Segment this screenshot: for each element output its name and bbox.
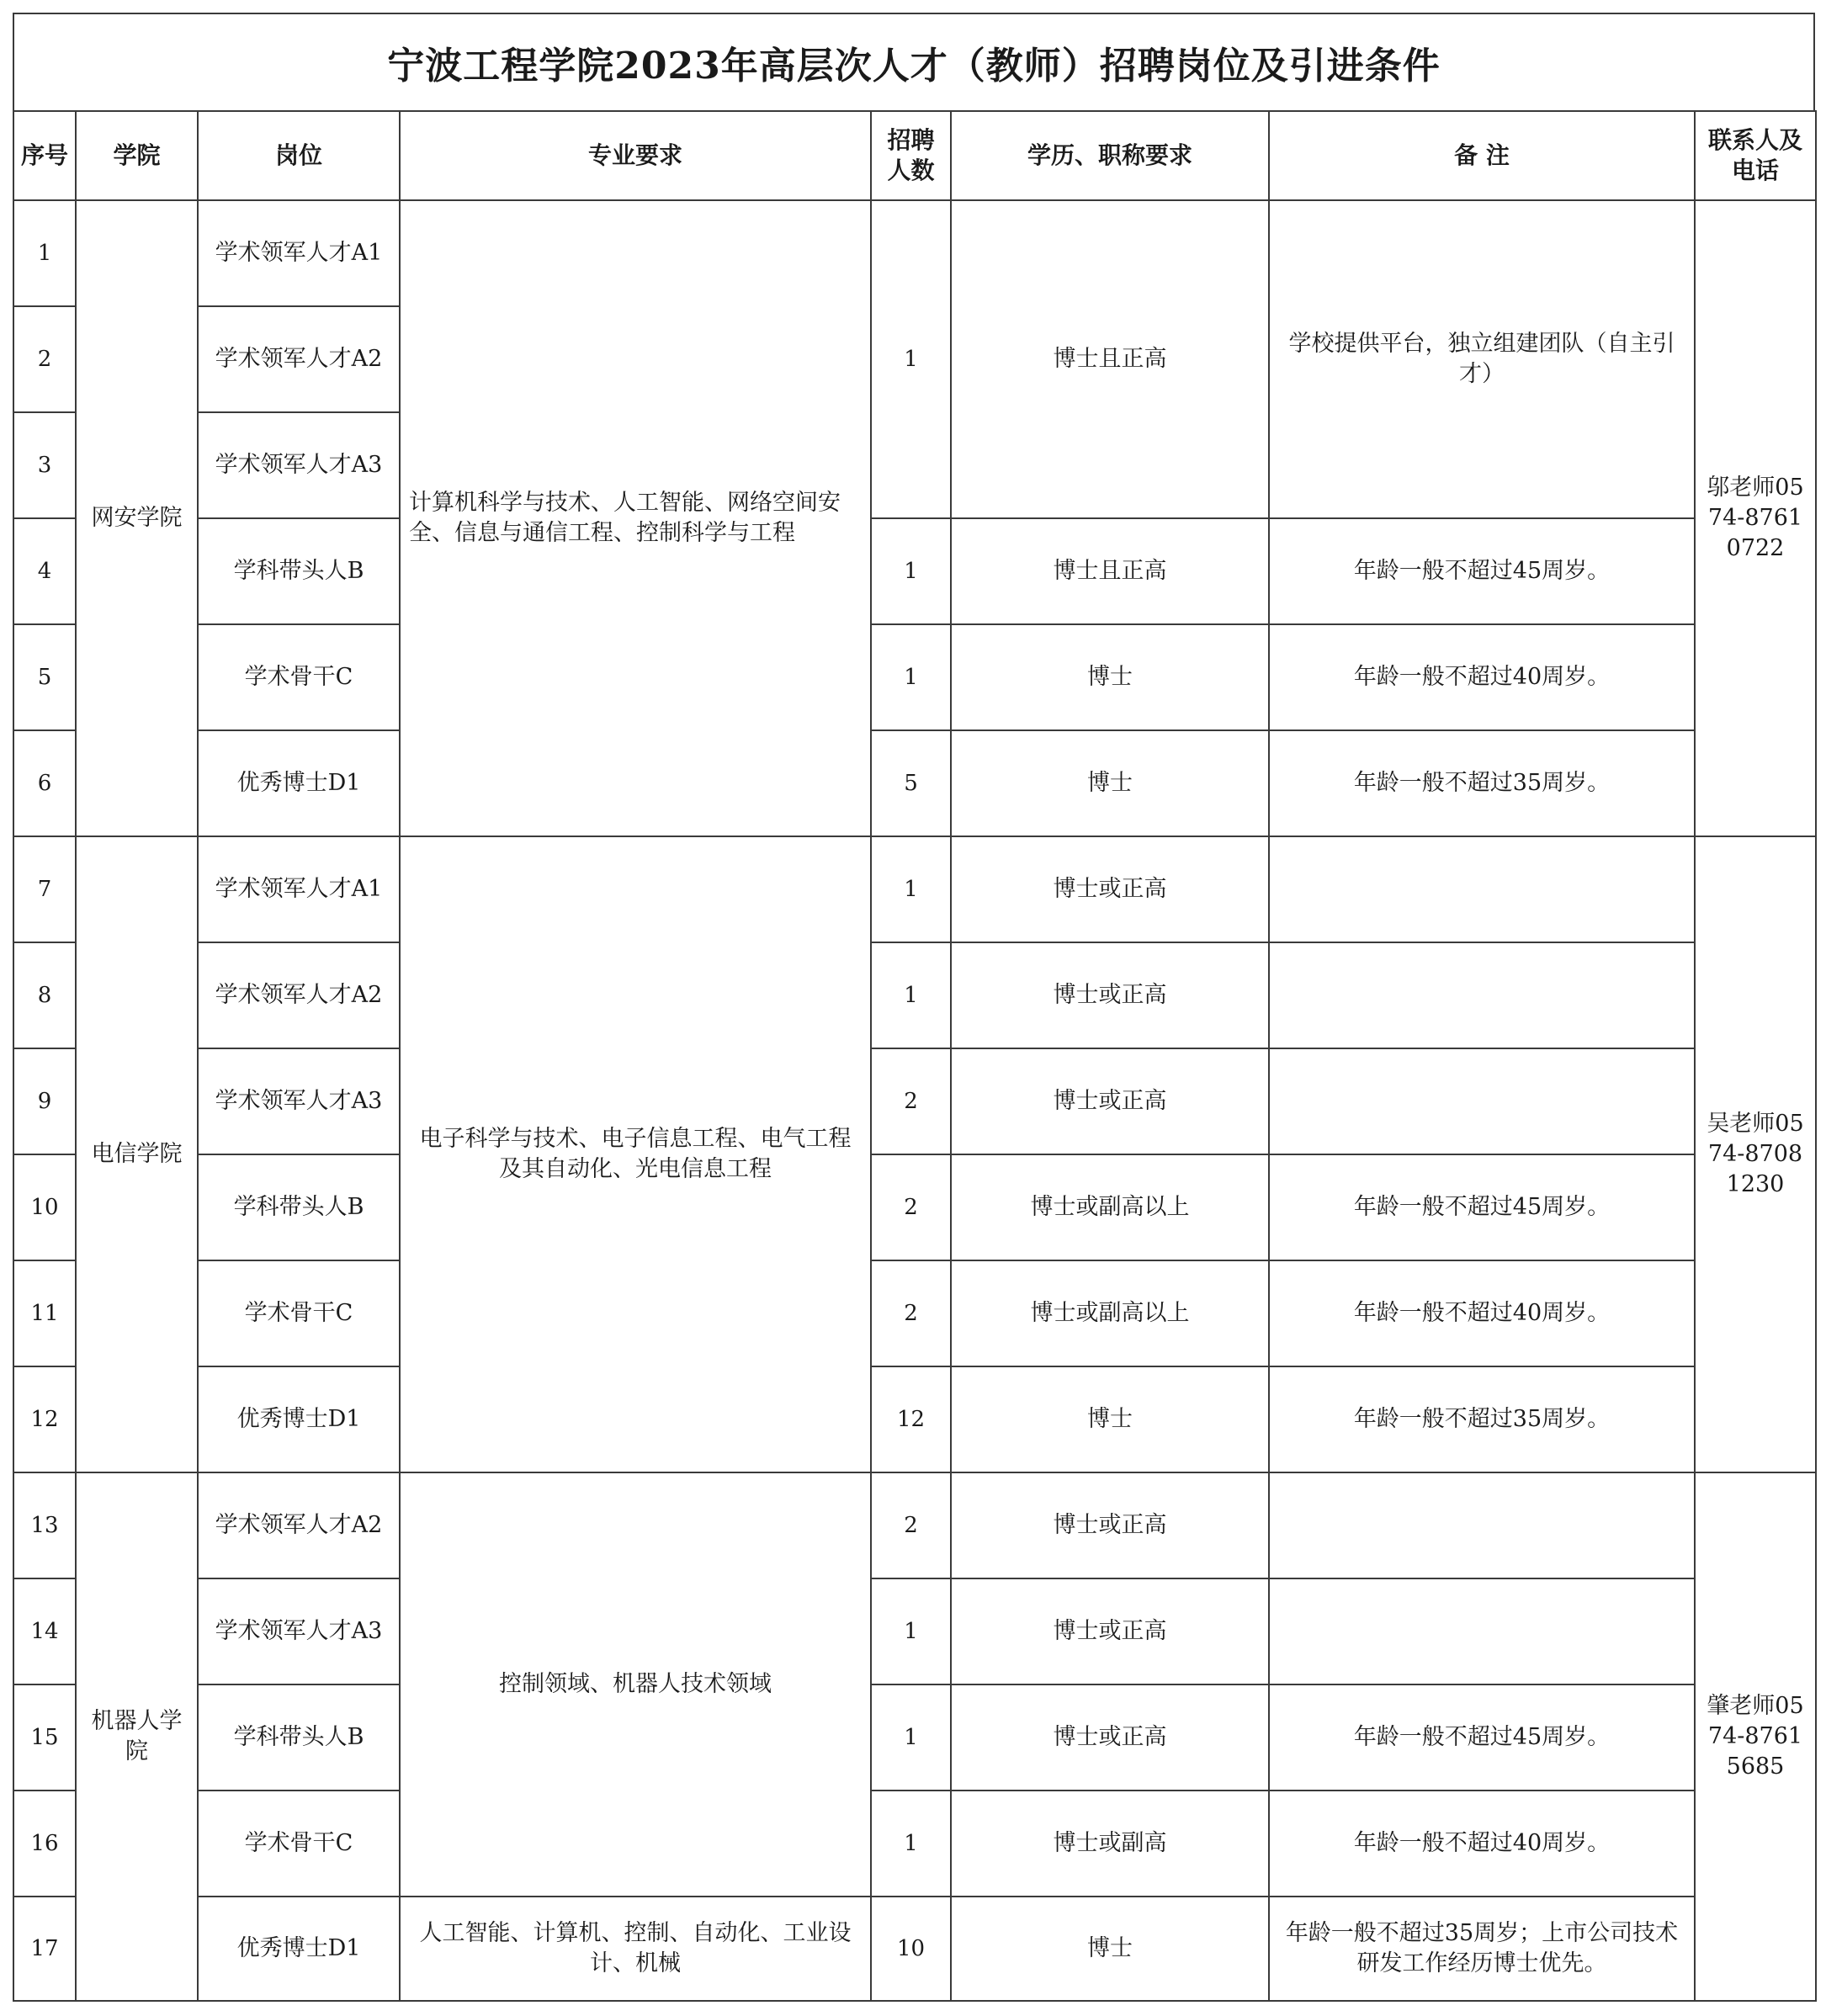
- degree-cell: 博士或副高: [951, 1791, 1269, 1897]
- count-cell: 12: [871, 1366, 951, 1472]
- degree-cell: 博士或正高: [951, 1684, 1269, 1791]
- contact-cell: 吴老师0574-87081230: [1695, 836, 1816, 1472]
- table-row: [13, 1048, 1816, 1154]
- position-cell: 学术领军人才A2: [198, 942, 400, 1048]
- remark-cell: 年龄一般不超过35周岁；上市公司技术研发工作经历博士优先。: [1269, 1897, 1695, 2001]
- row-index: 15: [13, 1684, 76, 1791]
- row-index: 12: [13, 1366, 76, 1472]
- position-cell: 优秀博士D1: [198, 1897, 400, 2001]
- position-cell: 学术领军人才A2: [198, 1472, 400, 1578]
- position-cell: 学术领军人才A3: [198, 1048, 400, 1154]
- count-cell: 1: [871, 200, 951, 518]
- row-index: 4: [13, 518, 76, 624]
- remark-cell: 年龄一般不超过35周岁。: [1269, 730, 1695, 836]
- remark-cell: [1269, 836, 1695, 942]
- position-cell: 学术骨干C: [198, 624, 400, 730]
- degree-cell: 博士或正高: [951, 1578, 1269, 1684]
- header-position: 岗位: [198, 111, 400, 200]
- row-index: 1: [13, 200, 76, 306]
- remark-cell: 年龄一般不超过40周岁。: [1269, 1260, 1695, 1366]
- header-index: 序号: [13, 111, 76, 200]
- row-index: 11: [13, 1260, 76, 1366]
- count-cell: 1: [871, 836, 951, 942]
- remark-cell: 年龄一般不超过40周岁。: [1269, 624, 1695, 730]
- remark-cell: [1269, 1578, 1695, 1684]
- contact-cell: 肇老师0574-87615685: [1695, 1472, 1816, 2001]
- degree-cell: 博士或副高以上: [951, 1260, 1269, 1366]
- table-row: [13, 624, 1816, 730]
- position-cell: 学术领军人才A1: [198, 200, 400, 306]
- row-index: 5: [13, 624, 76, 730]
- row-index: 3: [13, 412, 76, 518]
- degree-cell: 博士或正高: [951, 942, 1269, 1048]
- row-index: 13: [13, 1472, 76, 1578]
- degree-cell: 博士或正高: [951, 1472, 1269, 1578]
- major-cell: 计算机科学与技术、人工智能、网络空间安全、信息与通信工程、控制科学与工程: [400, 200, 871, 836]
- table-header-row: [13, 111, 1816, 200]
- degree-cell: 博士: [951, 624, 1269, 730]
- count-cell: 5: [871, 730, 951, 836]
- page-title: 宁波工程学院2023年高层次人才（教师）招聘岗位及引进条件: [13, 13, 1815, 110]
- row-index: 14: [13, 1578, 76, 1684]
- table-row: [13, 1472, 1816, 1578]
- position-cell: 学科带头人B: [198, 518, 400, 624]
- row-index: 17: [13, 1897, 76, 2001]
- position-cell: 学术领军人才A1: [198, 836, 400, 942]
- remark-cell: [1269, 942, 1695, 1048]
- count-cell: 1: [871, 624, 951, 730]
- degree-cell: 博士: [951, 1897, 1269, 2001]
- row-index: 10: [13, 1154, 76, 1260]
- table-row: [13, 1578, 1816, 1684]
- row-index: 8: [13, 942, 76, 1048]
- header-contact: 联系人及电话: [1695, 111, 1816, 200]
- header-major: 专业要求: [400, 111, 871, 200]
- table-row: [13, 1260, 1816, 1366]
- count-cell: 1: [871, 1684, 951, 1791]
- remark-cell: 年龄一般不超过45周岁。: [1269, 1154, 1695, 1260]
- count-cell: 2: [871, 1154, 951, 1260]
- row-index: 9: [13, 1048, 76, 1154]
- position-cell: 学科带头人B: [198, 1684, 400, 1791]
- count-cell: 1: [871, 1791, 951, 1897]
- table-row: [13, 1791, 1816, 1897]
- degree-cell: 博士且正高: [951, 200, 1269, 518]
- recruitment-sheet: [13, 13, 1815, 2002]
- table-row: [13, 942, 1816, 1048]
- count-cell: 1: [871, 1578, 951, 1684]
- remark-cell: 年龄一般不超过35周岁。: [1269, 1366, 1695, 1472]
- degree-cell: 博士或副高以上: [951, 1154, 1269, 1260]
- remark-cell: [1269, 1472, 1695, 1578]
- header-degree: 学历、职称要求: [951, 111, 1269, 200]
- count-cell: 2: [871, 1048, 951, 1154]
- degree-cell: 博士或正高: [951, 1048, 1269, 1154]
- position-cell: 优秀博士D1: [198, 1366, 400, 1472]
- header-count: 招聘人数: [871, 111, 951, 200]
- college-cell: 网安学院: [76, 200, 198, 836]
- college-cell: 机器人学院: [76, 1472, 198, 2001]
- row-index: 16: [13, 1791, 76, 1897]
- remark-cell: 年龄一般不超过45周岁。: [1269, 1684, 1695, 1791]
- remark-cell: 年龄一般不超过40周岁。: [1269, 1791, 1695, 1897]
- position-cell: 学科带头人B: [198, 1154, 400, 1260]
- header-remark: 备 注: [1269, 111, 1695, 200]
- count-cell: 2: [871, 1472, 951, 1578]
- degree-cell: 博士: [951, 730, 1269, 836]
- row-index: 7: [13, 836, 76, 942]
- table-row: [13, 1684, 1816, 1791]
- position-cell: 优秀博士D1: [198, 730, 400, 836]
- position-cell: 学术领军人才A2: [198, 306, 400, 412]
- table-row: [13, 200, 1816, 306]
- position-cell: 学术骨干C: [198, 1791, 400, 1897]
- major-cell: 电子科学与技术、电子信息工程、电气工程及其自动化、光电信息工程: [400, 836, 871, 1472]
- table-row: [13, 518, 1816, 624]
- degree-cell: 博士且正高: [951, 518, 1269, 624]
- position-cell: 学术骨干C: [198, 1260, 400, 1366]
- table-row: [13, 1897, 1816, 2001]
- count-cell: 10: [871, 1897, 951, 2001]
- contact-cell: 邬老师0574-87610722: [1695, 200, 1816, 836]
- position-cell: 学术领军人才A3: [198, 1578, 400, 1684]
- degree-cell: 博士: [951, 1366, 1269, 1472]
- row-index: 2: [13, 306, 76, 412]
- count-cell: 1: [871, 518, 951, 624]
- table-row: [13, 1154, 1816, 1260]
- remark-cell: [1269, 1048, 1695, 1154]
- remark-cell: 学校提供平台，独立组建团队（自主引才）: [1269, 200, 1695, 518]
- table-row: [13, 836, 1816, 942]
- major-cell: 控制领域、机器人技术领域: [400, 1472, 871, 1897]
- table-row: [13, 1366, 1816, 1472]
- remark-cell: 年龄一般不超过45周岁。: [1269, 518, 1695, 624]
- position-cell: 学术领军人才A3: [198, 412, 400, 518]
- count-cell: 2: [871, 1260, 951, 1366]
- degree-cell: 博士或正高: [951, 836, 1269, 942]
- table-row: [13, 730, 1816, 836]
- college-cell: 电信学院: [76, 836, 198, 1472]
- major-cell: 人工智能、计算机、控制、自动化、工业设计、机械: [400, 1897, 871, 2001]
- header-college: 学院: [76, 111, 198, 200]
- count-cell: 1: [871, 942, 951, 1048]
- recruitment-table: [13, 110, 1817, 2002]
- row-index: 6: [13, 730, 76, 836]
